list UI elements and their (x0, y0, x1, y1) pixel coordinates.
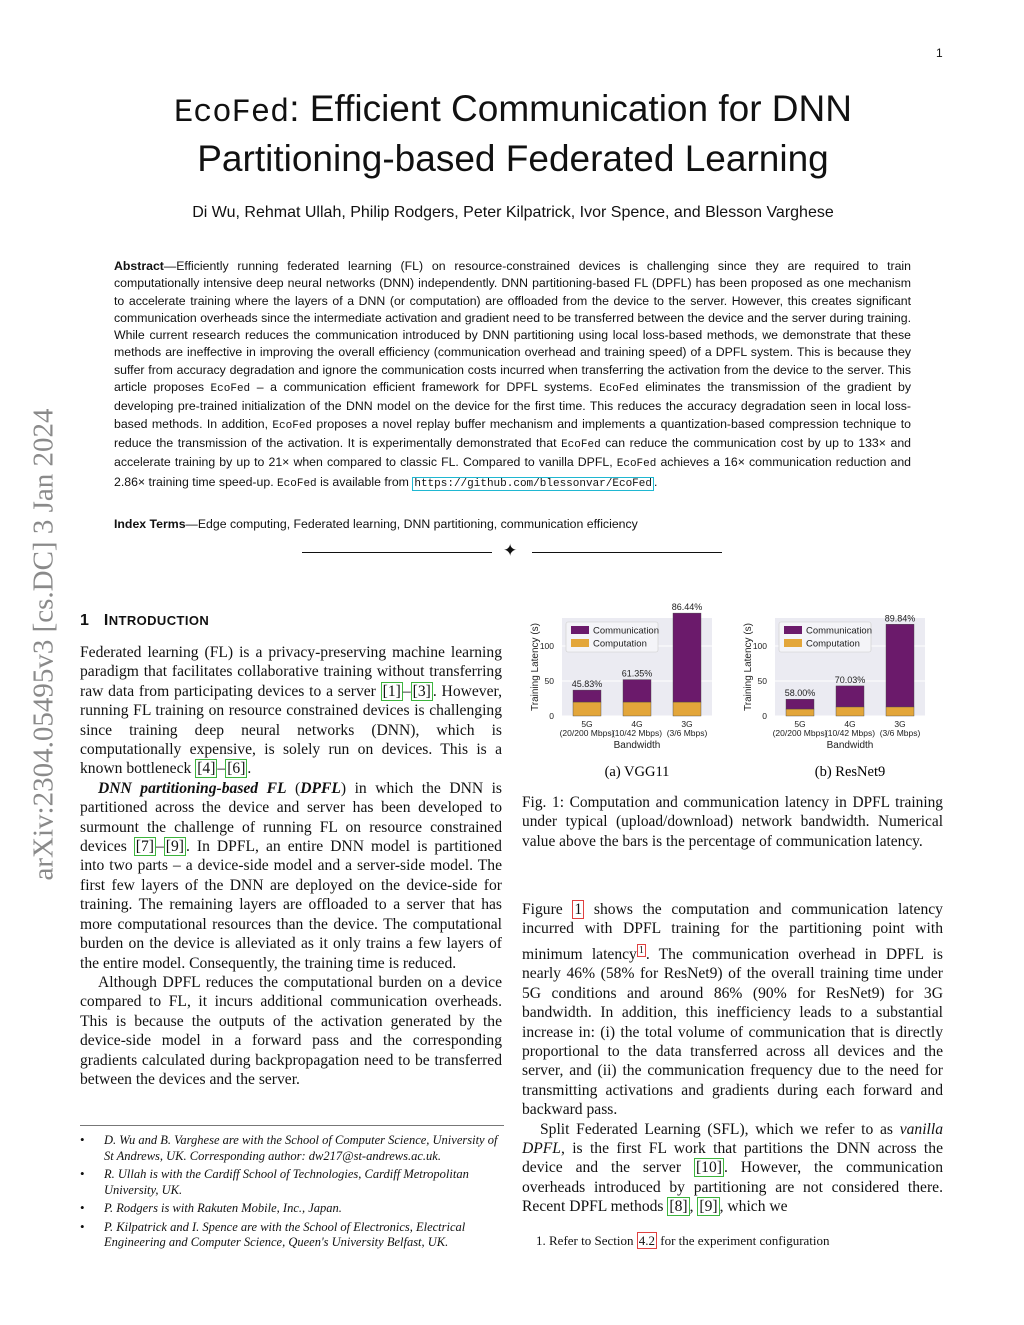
x-tick-sublabel: (3/6 Mbps) (879, 728, 921, 738)
abstract-system-name: EcoFed (210, 383, 251, 396)
paragraph-text: shows the computation and communication latency incurred with DPFL training for the partitioning point with minimum latency (522, 901, 943, 963)
paragraph-text: Split Federated Learning (SFL), which we refer to as (540, 1120, 900, 1138)
citation-number: 6 (232, 760, 241, 778)
y-tick-label: 50 (757, 676, 767, 686)
legend-swatch-computation (784, 639, 802, 647)
abstract-text-1: —Efficiently running federated learning (FL) on resource-constrained devices is challenging since they are required to train computationally intensive deep neural networks (DNN) independently. DNN partitioning-based FL (DPFL) has been proposed as one mechanism to accelerate training where the layers of a DNN (or computation) are offloaded from the device to the server. However, this creates significant communication overheads since the intermediate activation and gradient need to be transferred between the device and the server during training. While current research reduces the communication introduced by DNN partitioning using local loss-based methods, we demonstrate that these methods are ineffective in improving the overall efficiency (communication overhead and training speed) of a DPFL system. This is because they suffer from accuracy degradation and ignore the communication costs incurred when transferring the activation from the device to the server. This article proposes (114, 259, 911, 395)
citation-link[interactable]: [1] (382, 682, 401, 700)
left-column-body (80, 643, 502, 1089)
paragraph-text: Figure (522, 901, 573, 918)
y-tick-label: 100 (539, 641, 554, 651)
y-axis-label: Training Latency (s) (530, 623, 541, 711)
figure-1 (518, 602, 948, 785)
abstract-text-4: proposes a novel replay buffer mechanism and implements a quantization-based compression technique to reduce the transmission of the activation. It is experimentally demonstrated that (114, 416, 912, 450)
citation-link[interactable]: [9] (165, 838, 184, 856)
data-label: 45.83% (571, 679, 603, 690)
bar-computation (573, 702, 601, 716)
chart-resnet9 (743, 613, 925, 780)
citation-number: 10 (701, 1159, 717, 1177)
abstract-text-6: achieves a 16× communication reduction and 2.86× training time speed-up. (114, 455, 911, 489)
citation-link[interactable]: [7] (135, 838, 154, 856)
citation-number: 1 (387, 682, 396, 700)
author-list: Di Wu, Rehmat Ullah, Philip Rodgers, Peter Kilpatrick, Ivor Spence, and Blesson Varghese (192, 204, 834, 221)
paragraph-text: , (689, 1198, 698, 1216)
emphasized-term: DNN partitioning-based FL (98, 779, 287, 797)
bar-communication (673, 613, 701, 702)
x-tick-sublabel: (3/6 Mbps) (666, 728, 708, 738)
bullet-icon: • (80, 1200, 85, 1215)
x-axis-label: Bandwidth (826, 740, 874, 751)
index-terms-label: Index Terms (114, 517, 186, 531)
bullet-icon: • (80, 1218, 85, 1234)
x-tick-label: 5G (581, 719, 593, 729)
abstract-system-name: EcoFed (272, 419, 313, 432)
footnote-text: 1. Refer to Section (536, 1233, 637, 1248)
y-tick-label: 100 (752, 641, 767, 651)
emphasized-acronym: DPFL (300, 779, 341, 797)
abstract-text-7: is available from (316, 474, 413, 489)
affiliation-text: P. Rodgers is with Rakuten Mobile, Inc., Japan. (104, 1201, 342, 1215)
abstract-system-name: EcoFed (561, 438, 601, 451)
bar-computation (786, 709, 814, 716)
emphasized-term: vanilla DPFL (522, 1120, 943, 1158)
paragraph: Although DPFL reduces the computational burden on a device compared to FL, it incurs additional communication overheads. This is because the outputs of the activation generated by the device-side model in a forward pass and the corresponding gradients calculated during backpropagation need to be transferred between the devices and the server. (80, 973, 502, 1088)
y-axis-label: Training Latency (s) (743, 623, 754, 711)
page-footnote (536, 1233, 830, 1249)
arxiv-identifier: arXiv:2304.05495v3 [cs.DC] 3 Jan 2024 (27, 408, 60, 881)
footnote-text: for the experiment configuration (656, 1233, 830, 1248)
legend-swatch-communication (784, 626, 802, 634)
abstract-text-3: eliminates the transmission of the gradient by developing pre-trained initialization of the DNN model on the device for the first time. This reduces the accuracy degradation seen in local loss-based methods. In addition, (114, 380, 911, 431)
abstract-label: Abstract (114, 259, 164, 273)
github-link[interactable]: https://github.com/blessonvar/EcoFed (414, 477, 652, 490)
bar-communication (623, 680, 651, 702)
x-tick-label: 3G (894, 719, 906, 729)
bullet-icon: • (80, 1166, 85, 1181)
citation-link[interactable]: [10] (695, 1159, 722, 1177)
bar-communication (786, 699, 814, 709)
bar-computation (623, 702, 651, 716)
footnote-rule (80, 1125, 504, 1126)
citation-link[interactable]: [9] (699, 1198, 718, 1216)
x-tick-label: 4G (631, 719, 643, 729)
separator-star-icon: ✦ (503, 541, 518, 560)
subfigure-caption: (a) VGG11 (604, 764, 670, 780)
y-tick-label: 0 (762, 711, 767, 721)
abstract-system-name: EcoFed (599, 383, 639, 396)
citation-link[interactable]: [6] (227, 760, 246, 778)
title-line-1: : Efficient Communication for DNN (289, 88, 852, 129)
abstract (114, 258, 911, 493)
x-tick-label: 5G (794, 719, 806, 729)
bullet-icon: • (80, 1132, 85, 1147)
citation-link[interactable]: [4] (197, 760, 216, 778)
paragraph-text: ) in which the DNN is partitioned across the device and server has been developed to surmount the challenge of running FL on resource constrained devices (80, 779, 503, 856)
x-tick-sublabel: (10/42 Mbps) (824, 728, 876, 738)
citation-number: 4 (202, 760, 211, 778)
chart-vgg11 (530, 602, 712, 780)
data-label: 89.84% (884, 613, 916, 624)
paragraph-text: . However, the communication overheads introduced by partitioning are not considered there. Recent DPFL methods (522, 1159, 943, 1216)
section-reference-link[interactable]: 4.2 (638, 1233, 655, 1248)
x-tick-label: 3G (681, 719, 693, 729)
paragraph-text: . The communication overhead in DPFL is nearly 46% (58% for ResNet9) of the overall training time under 5G conditions and around 86% (90% for ResNet9) for 3G bandwidth. In addition, this inefficiency leads to a substantial increase in: (i) the total volume of communication that is directly proportional to the data transferred across all devices and the server, and (ii) the communication frequency due to the need for transmitting activations and gradients during each forward and backward pass. (522, 946, 944, 1119)
affiliation-text: P. Kilpatrick and I. Spence are with the School of Electronics, Electrical Engineering and Computer Science, Queen's University Belfast, UK. (104, 1219, 466, 1249)
x-axis-label: Bandwidth (613, 740, 661, 751)
citation-number: 8 (674, 1198, 683, 1216)
data-label: 58.00% (784, 688, 816, 699)
abstract-text-2: – a communication efficient framework for DPFL systems. (250, 380, 600, 395)
citation-number: 9 (170, 838, 179, 856)
abstract-system-name: EcoFed (277, 477, 317, 490)
citation-number: 3 (417, 682, 426, 700)
legend-label: Computation (806, 638, 860, 650)
affiliation-item (80, 1133, 504, 1164)
section-title-initial: I (103, 612, 109, 629)
data-label: 61.35% (621, 668, 653, 679)
section-number: 1 (80, 612, 90, 629)
legend-swatch-communication (571, 626, 589, 634)
legend-swatch-computation (571, 639, 589, 647)
abstract-text-8: . (653, 474, 658, 489)
paragraph: DNN partitioning-based FL (DPFL) in which the DNN is partitioned across the device and server has been developed to surmount the challenge of running FL on resource constrained devices [7] – [9] . In DPFL, an entire DNN model is partitioned into two parts – a device-side model and a server-side model. The first few layers of the DNN are deployed on the device-side for training. The remaining layers are offloaded to a server that has more computational resources than the device. The computational burden on the device is alleviated as it only trains a few layers of the entire model. Consequently, the training time is reduced. (80, 779, 503, 972)
paragraph-text: Federated learning (FL) is a privacy-preserving machine learning paradigm that facilitates collaborative training without transferring raw data from participating devices to a server (80, 644, 502, 700)
bar-computation (886, 707, 914, 716)
figure-caption: Fig. 1: Computation and communication latency in DPFL training under typical (upload/download) network bandwidth. Numerical value above the bars is the percentage of communication latency. (522, 794, 943, 850)
legend-label: Computation (593, 638, 647, 650)
paragraph: Federated learning (FL) is a privacy-preserving machine learning paradigm that facilitates collaborative training without transferring raw data from participating devices to a server [1] – [3] . However, running FL training on resource constrained devices is challenging since training deep neural networks (DNN), which is computationally expensive, is solely run on devices. This is a known bottleneck [4] – [6] . (80, 644, 502, 778)
citation-number: 9 (704, 1198, 713, 1216)
affiliation-item (80, 1220, 504, 1251)
citation-number: 7 (140, 838, 149, 856)
legend-label: Communication (806, 625, 872, 637)
affiliation-text: D. Wu and B. Varghese are with the School of Computer Science, University of St Andrews, UK. Corresponding author: dw217@st-andrews.ac.uk. (104, 1133, 498, 1163)
bar-communication (836, 686, 864, 707)
x-tick-sublabel: (20/200 Mbps) (772, 728, 828, 738)
separator-rule-left (302, 552, 492, 553)
bar-computation (673, 702, 701, 716)
index-terms (114, 517, 911, 531)
paragraph-text: , is the first FL work that partitions the DNN across the device and the server (522, 1140, 943, 1177)
abstract-system-name: EcoFed (616, 458, 657, 471)
bar-communication (573, 690, 601, 702)
affiliation-notes (80, 1133, 504, 1254)
figure-reference-link[interactable]: 1 (574, 901, 583, 918)
citation-link[interactable]: [8] (669, 1198, 688, 1216)
affiliation-text: R. Ullah is with the Cardiff School of Technologies, Cardiff Metropolitan University, UK. (104, 1167, 469, 1197)
title-system-name: EcoFed (174, 94, 290, 131)
paragraph (522, 1120, 943, 1217)
subfigure-caption: (b) ResNet9 (814, 764, 886, 780)
footnote-reference-link[interactable]: 1 (638, 944, 644, 956)
index-terms-text: —Edge computing, Federated learning, DNN partitioning, communication efficiency (185, 517, 638, 531)
paper-title (110, 86, 916, 182)
x-tick-sublabel: (10/42 Mbps) (611, 728, 663, 738)
paragraph (522, 900, 943, 1120)
affiliation-item (80, 1167, 504, 1198)
legend-label: Communication (593, 625, 659, 637)
bar-communication (886, 624, 914, 707)
data-label: 70.03% (834, 674, 866, 685)
affiliation-item (80, 1201, 504, 1217)
paragraph-text: . However, running FL training on resource constrained devices is challenging since training deep neural networks (DNN), which is computationally expensive, is solely run on devices. This is a known bottleneck (80, 682, 502, 778)
citation-link[interactable]: [3] (412, 682, 431, 700)
paragraph-text: . In DPFL, an entire DNN model is partitioned into two parts – a device-side model and a server-side model. The first few layers of the DNN are deployed on the device-side for training. The remaining layers are offloaded to a server that has more computational resources than the device. The computational burden on the device is alleviated as it only trains a few layers of the entire model. Consequently, the training time is reduced. (80, 838, 502, 972)
page-number: 1 (936, 46, 943, 60)
y-tick-label: 50 (544, 676, 554, 686)
data-label: 86.44% (671, 602, 703, 613)
x-tick-sublabel: (20/200 Mbps) (559, 728, 615, 738)
section-title-rest: NTRODUCTION (108, 613, 210, 628)
title-line-2: Partitioning-based Federated Learning (197, 138, 829, 179)
abstract-text-5: can reduce the communication cost by up to 133× and accelerate training by up to 21× when compared to classic FL. Compared to vanilla DPFL, (114, 435, 911, 470)
section-heading (80, 612, 209, 630)
x-tick-label: 4G (844, 719, 856, 729)
separator-rule-right (532, 552, 722, 553)
bar-computation (836, 707, 864, 716)
paragraph-text: , which we (719, 1198, 788, 1216)
right-column-body (522, 900, 943, 1217)
y-tick-label: 0 (549, 711, 554, 721)
